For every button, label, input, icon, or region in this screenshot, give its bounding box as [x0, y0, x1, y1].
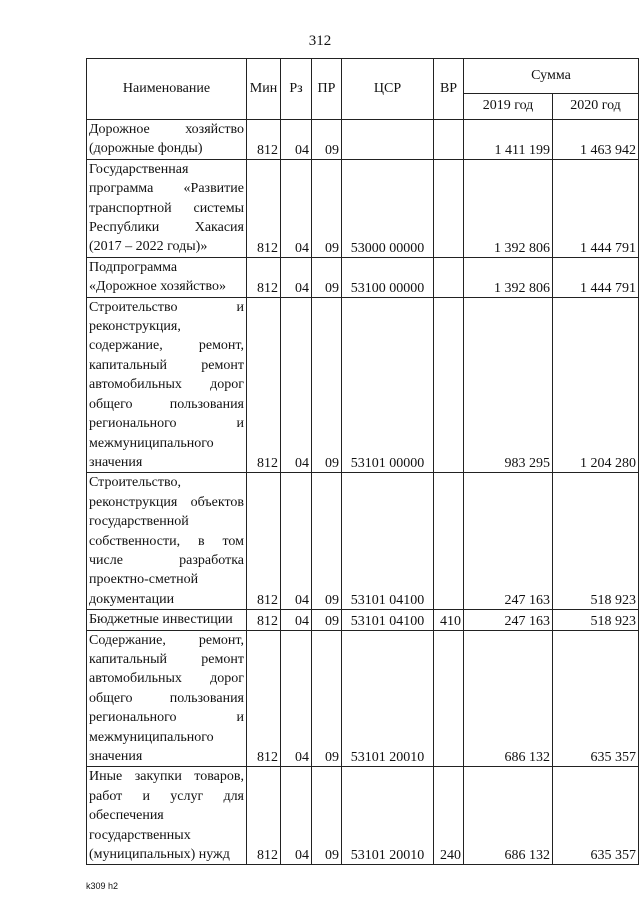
row-name-cell: Содержание, ремонт, капитальный ремонт автомобильных дорог общего пользования регионального и межмуниципального значения: [87, 630, 247, 767]
row-2019-cell: 1 392 806: [464, 159, 553, 257]
table-row: [87, 473, 639, 610]
row-2019-cell: 686 132: [464, 767, 553, 865]
header-year-2019: 2019 год: [464, 93, 553, 119]
row-rz-cell: 04: [281, 610, 312, 630]
table-row: [87, 159, 639, 257]
table-row: [87, 120, 639, 160]
row-2019-cell: 1 411 199: [464, 120, 553, 160]
row-csr-cell: 53101 20010: [342, 630, 434, 767]
row-pr-cell: 09: [312, 767, 342, 865]
row-2020-cell: 1 204 280: [553, 297, 639, 473]
row-vr-cell: [434, 257, 464, 297]
row-pr-cell: 09: [312, 630, 342, 767]
row-pr-cell: 09: [312, 297, 342, 473]
header-year-2020: 2020 год: [553, 93, 639, 119]
row-rz-cell: 04: [281, 767, 312, 865]
row-csr-cell: 53101 04100: [342, 610, 434, 630]
table-row: [87, 257, 639, 297]
header-vr: ВР: [434, 59, 464, 120]
row-min-cell: 812: [247, 257, 281, 297]
row-name-cell: Строительство и реконструкция, содержание, ремонт, капитальный ремонт автомобильных дорог общего пользования регионального и межмуниципального значения: [87, 297, 247, 473]
row-name-cell: Бюджетные инвестиции: [87, 610, 247, 630]
page-number: 312: [308, 33, 332, 49]
row-min-cell: 812: [247, 297, 281, 473]
row-csr-cell: 53101 00000: [342, 297, 434, 473]
row-pr-cell: 09: [312, 120, 342, 160]
row-csr-cell: 53100 00000: [342, 257, 434, 297]
row-2020-cell: 518 923: [553, 610, 639, 630]
row-pr-cell: 09: [312, 257, 342, 297]
row-vr-cell: [434, 297, 464, 473]
header-name: Наименование: [87, 59, 247, 120]
table-row: [87, 630, 639, 767]
row-2019-cell: 983 295: [464, 297, 553, 473]
header-min: Мин: [247, 59, 281, 120]
row-vr-cell: [434, 630, 464, 767]
row-name-cell: Иные закупки товаров, работ и услуг для обеспечения государственных (муниципальных) нужд: [87, 767, 247, 865]
row-pr-cell: 09: [312, 610, 342, 630]
row-min-cell: 812: [247, 120, 281, 160]
row-pr-cell: 09: [312, 159, 342, 257]
row-vr-cell: 410: [434, 610, 464, 630]
row-rz-cell: 04: [281, 297, 312, 473]
row-vr-cell: [434, 473, 464, 610]
row-2020-cell: 1 444 791: [553, 159, 639, 257]
table-row: [87, 767, 639, 865]
row-2019-cell: 247 163: [464, 473, 553, 610]
row-2019-cell: 247 163: [464, 610, 553, 630]
row-rz-cell: 04: [281, 120, 312, 160]
row-csr-cell: 53101 04100: [342, 473, 434, 610]
row-vr-cell: [434, 120, 464, 160]
table-row: [87, 610, 639, 630]
row-vr-cell: 240: [434, 767, 464, 865]
header-sum: Сумма: [464, 59, 639, 94]
row-name-cell: Государственная программа «Развитие транспортной системы Республики Хакасия (2017 – 2022 годы)»: [87, 159, 247, 257]
row-name-cell: Строительство, реконструкция объектов государственной собственности, в том числе разработка проектно-сметной документации: [87, 473, 247, 610]
row-min-cell: 812: [247, 767, 281, 865]
header-rz: Рз: [281, 59, 312, 120]
header-pr: ПР: [312, 59, 342, 120]
row-2020-cell: 635 357: [553, 630, 639, 767]
row-vr-cell: [434, 159, 464, 257]
row-rz-cell: 04: [281, 473, 312, 610]
row-rz-cell: 04: [281, 630, 312, 767]
row-csr-cell: 53000 00000: [342, 159, 434, 257]
row-pr-cell: 09: [312, 473, 342, 610]
row-2019-cell: 686 132: [464, 630, 553, 767]
table-row: [87, 297, 639, 473]
row-min-cell: 812: [247, 159, 281, 257]
row-2020-cell: 635 357: [553, 767, 639, 865]
row-min-cell: 812: [247, 473, 281, 610]
row-2020-cell: 518 923: [553, 473, 639, 610]
header-csr: ЦСР: [342, 59, 434, 120]
row-rz-cell: 04: [281, 257, 312, 297]
row-rz-cell: 04: [281, 159, 312, 257]
budget-table: [86, 58, 639, 865]
row-min-cell: 812: [247, 630, 281, 767]
row-name-cell: Дорожное хозяйство (дорожные фонды): [87, 120, 247, 160]
row-csr-cell: [342, 120, 434, 160]
row-csr-cell: 53101 20010: [342, 767, 434, 865]
row-2020-cell: 1 444 791: [553, 257, 639, 297]
row-2019-cell: 1 392 806: [464, 257, 553, 297]
row-2020-cell: 1 463 942: [553, 120, 639, 160]
footer-code: k309 h2: [86, 881, 119, 891]
row-min-cell: 812: [247, 610, 281, 630]
row-name-cell: Подпрограмма «Дорожное хозяйство»: [87, 257, 247, 297]
